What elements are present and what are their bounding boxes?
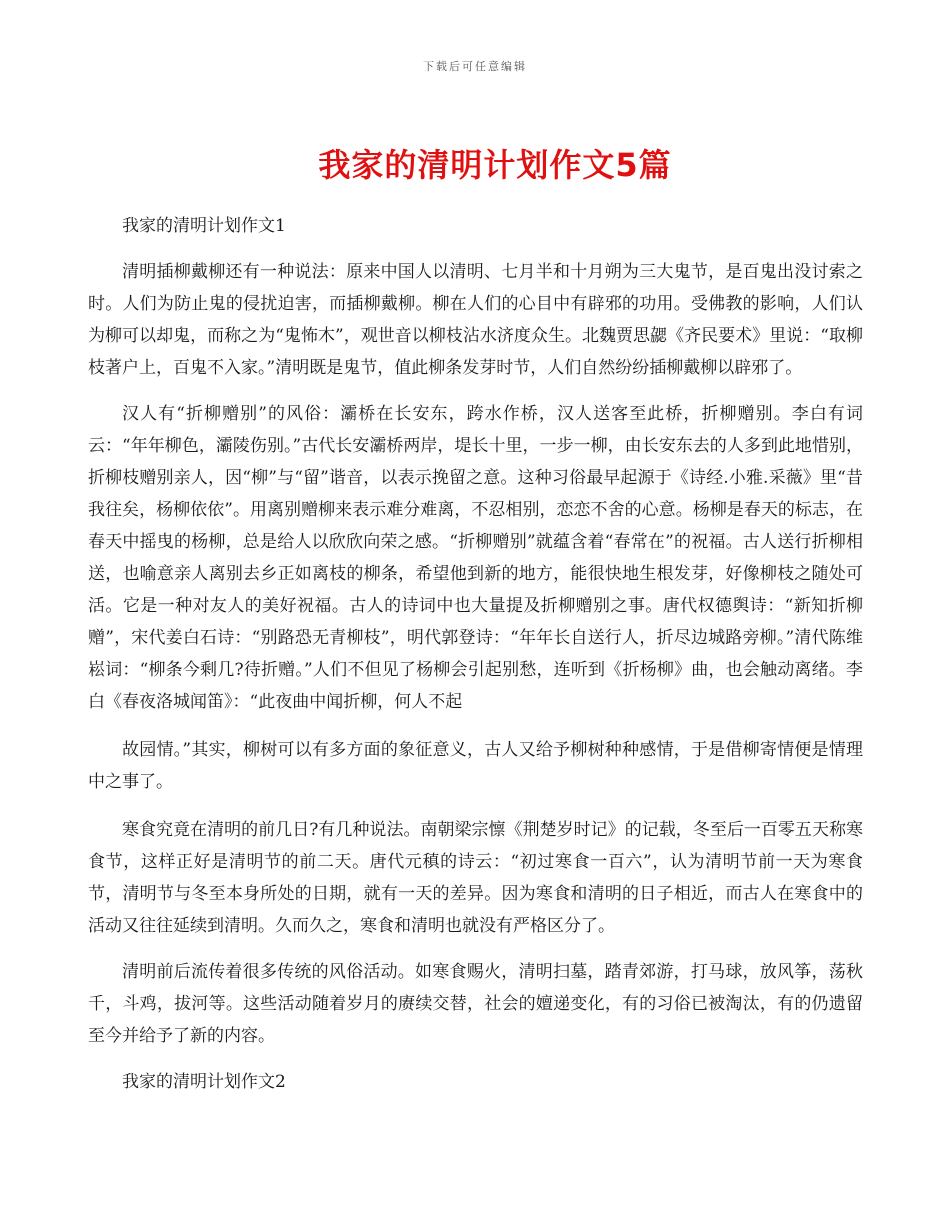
section-heading-1: 我家的清明计划作文1 bbox=[122, 216, 286, 236]
document-title: 我家的清明计划作文5篇 bbox=[318, 146, 672, 184]
document-body bbox=[88, 210, 863, 1098]
paragraph: 清明插柳戴柳还有一种说法：原来中国人以清明、七月半和十月朔为三大鬼节，是百鬼出没讨索之时。人们为防止鬼的侵扰迫害，而插柳戴柳。柳在人们的心目中有辟邪的功用。受佛教的影响，人们认为柳可以却鬼，而称之为“鬼怖木”，观世音以柳枝沾水济度众生。北魏贾思勰《齐民要术》里说：“取柳枝著户上，百鬼不入家。”清明既是鬼节，值此柳条发芽时节，人们自然纷纷插柳戴柳以辟邪了。 bbox=[88, 262, 863, 378]
paragraph: 寒食究竟在清明的前几日?有几种说法。南朝梁宗懔《荆楚岁时记》的记载，冬至后一百零五天称寒食节，这样正好是清明节的前二天。唐代元稹的诗云：“初过寒食一百六”，认为清明节前一天为寒食节，清明节与冬至本身所处的日期，就有一天的差异。因为寒食和清明的日子相近，而古人在寒食中的活动又往往延续到清明。久而久之，寒食和清明也就没有严格区分了。 bbox=[88, 820, 863, 936]
paragraph: 故园情。”其实，柳树可以有多方面的象征意义，古人又给予柳树种种感情，于是借柳寄情便是情理中之事了。 bbox=[88, 740, 863, 792]
paragraph: 汉人有“折柳赠别”的风俗：灞桥在长安东，跨水作桥，汉人送客至此桥，折柳赠别。李白有词云：“年年柳色，灞陵伤别。”古代长安灞桥两岸，堤长十里，一步一柳，由长安东去的人多到此地惜别，折柳枝赠别亲人，因“柳”与“留”谐音，以表示挽留之意。这种习俗最早起源于《诗经.小雅.采薇》里“昔我往矣，杨柳依依”。用离别赠柳来表示难分难离，不忍相别，恋恋不舍的心意。杨柳是春天的标志，在春天中摇曳的杨柳，总是给人以欣欣向荣之感。“折柳赠别”就蕴含着“春常在”的祝福。古人送行折柳相送，也喻意亲人离别去乡正如离枝的柳条，希望他到新的地方，能很快地生根发芽，好像柳枝之随处可活。它是一种对友人的美好祝福。古人的诗词中也大量提及折柳赠别之事。唐代权德舆诗：“新知折柳赠”，宋代姜白石诗：“别路恐无青柳枝”，明代郭登诗：“年年长自送行人，折尽边城路旁柳。”清代陈维崧词：“柳条今剩几?待折赠。”人们不但见了杨柳会引起别愁，连听到《折杨柳》曲，也会触动离绪。李白《春夜洛城闻笛》：“此夜曲中闻折柳，何人不起 bbox=[88, 404, 863, 712]
section-heading-2: 我家的清明计划作文2 bbox=[122, 1072, 286, 1092]
paragraph: 清明前后流传着很多传统的风俗活动。如寒食赐火，清明扫墓，踏青郊游，打马球，放风筝，荡秋千，斗鸡，拔河等。这些活动随着岁月的赓续交替，社会的嬗递变化，有的习俗已被淘汰，有的仍遗留至今并给予了新的内容。 bbox=[88, 962, 863, 1046]
header-note: 下载后可任意编辑 bbox=[423, 60, 527, 73]
